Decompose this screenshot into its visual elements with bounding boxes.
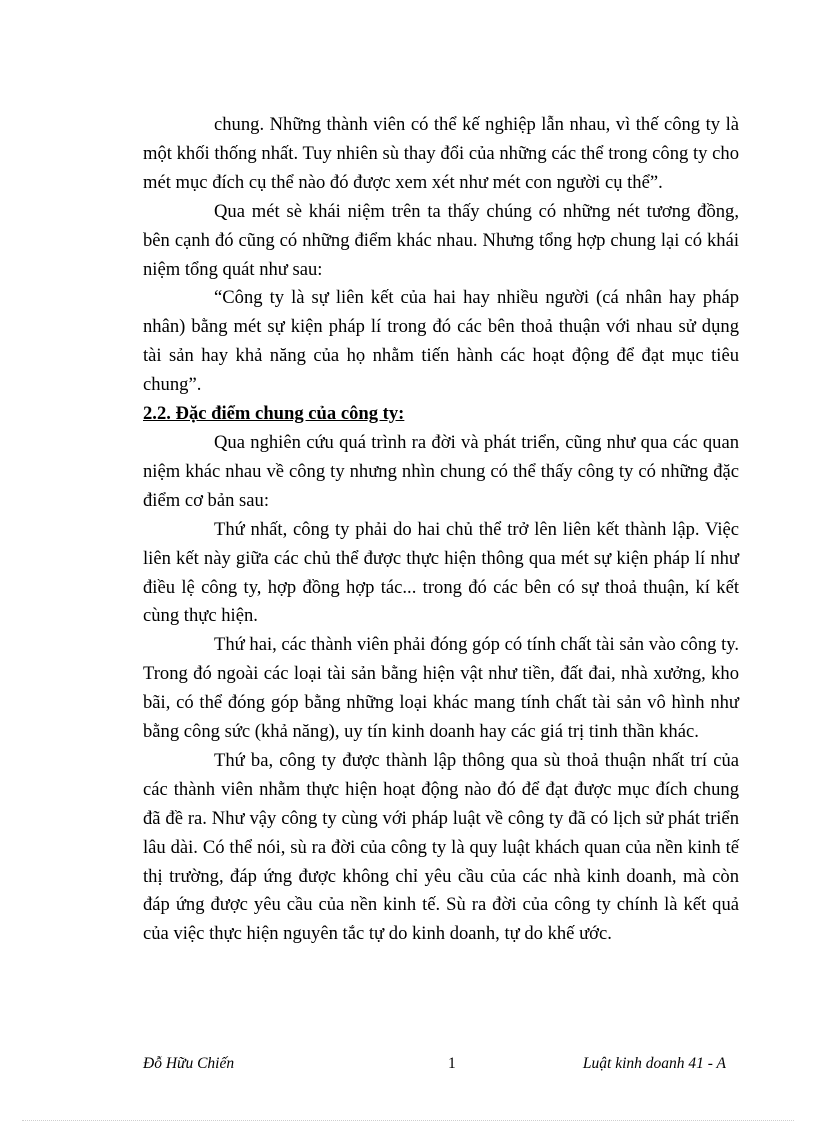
paragraph-summary: Qua mét sè khái niệm trên ta thấy chúng có những nét tương đồng, bên cạnh đó cũng có những điểm khác nhau. Nhưng tổng hợp chung lại có khái niệm tổng quát như sau: bbox=[143, 200, 739, 280]
section-heading: 2.2. Đặc điểm chung của công ty: bbox=[143, 403, 405, 425]
paragraph-continuation: chung. Những thành viên có thể kế nghiệp lẫn nhau, vì thế công ty là một khối thống nhất. Tuy nhiên sù thay đổi của những các thể trong công ty cho mét mục đích cụ thể nào đó được xem xét như mét con người cụ thể”. bbox=[143, 114, 739, 193]
page-bottom-divider bbox=[22, 1120, 794, 1121]
footer-page-number: 1 bbox=[448, 1055, 456, 1072]
footer-course: Luật kinh doanh 41 - A bbox=[582, 1055, 726, 1072]
paragraph-third-feature: Thứ ba, công ty được thành lập thông qua sù thoả thuận nhất trí của các thành viên nhằm thực hiện hoạt động nào đó để đạt được mục đích chung đã đề ra. Như vậy công ty cùng với pháp luật về công ty đã có lịch sử phát triển lâu dài. Có thể nói, sù ra đời của công ty là quy luật khách quan của nền kinh tế thị trường, đáp ứng được không chỉ yêu cầu của các nhà kinh doanh, mà còn đáp ứng được yêu cầu của nền kinh tế. Sù ra đời của công ty chính là kết quả của việc thực hiện nguyên tắc tự do kinh doanh, tự do khế ước. bbox=[143, 749, 739, 945]
document-body bbox=[143, 111, 739, 949]
paragraph-intro: Qua nghiên cứu quá trình ra đời và phát triển, cũng như qua các quan niệm khác nhau về công ty nhưng nhìn chung có thể thấy công ty có những đặc điểm cơ bản sau: bbox=[143, 431, 739, 511]
paragraph-first-feature: Thứ nhất, công ty phải do hai chủ thể trở lên liên kết thành lập. Việc liên kết này giữa các chủ thể được thực hiện thông qua mét sự kiện pháp lí như điều lệ công ty, hợp đồng hợp tác... trong đó các bên có sự thoả thuận, kí kết cùng thực hiện. bbox=[143, 518, 739, 627]
page-footer bbox=[143, 1055, 726, 1079]
paragraph-second-feature: Thứ hai, các thành viên phải đóng góp có tính chất tài sản vào công ty. Trong đó ngoài các loại tài sản bằng hiện vật như tiền, đất đai, nhà xưởng, kho bãi, có thể đóng góp bằng những loại khác mang tính chất tài sản vô hình như bằng công sức (khả năng), uy tín kinh doanh hay các giá trị tinh thần khác. bbox=[143, 634, 739, 743]
paragraph-definition: “Công ty là sự liên kết của hai hay nhiều người (cá nhân hay pháp nhân) bằng mét sự kiện pháp lí trong đó các bên thoả thuận với nhau sử dụng tài sản hay khả năng của họ nhằm tiến hành các hoạt động để đạt mục tiêu chung”. bbox=[143, 287, 739, 396]
footer-author: Đỗ Hữu Chiến bbox=[143, 1055, 235, 1072]
